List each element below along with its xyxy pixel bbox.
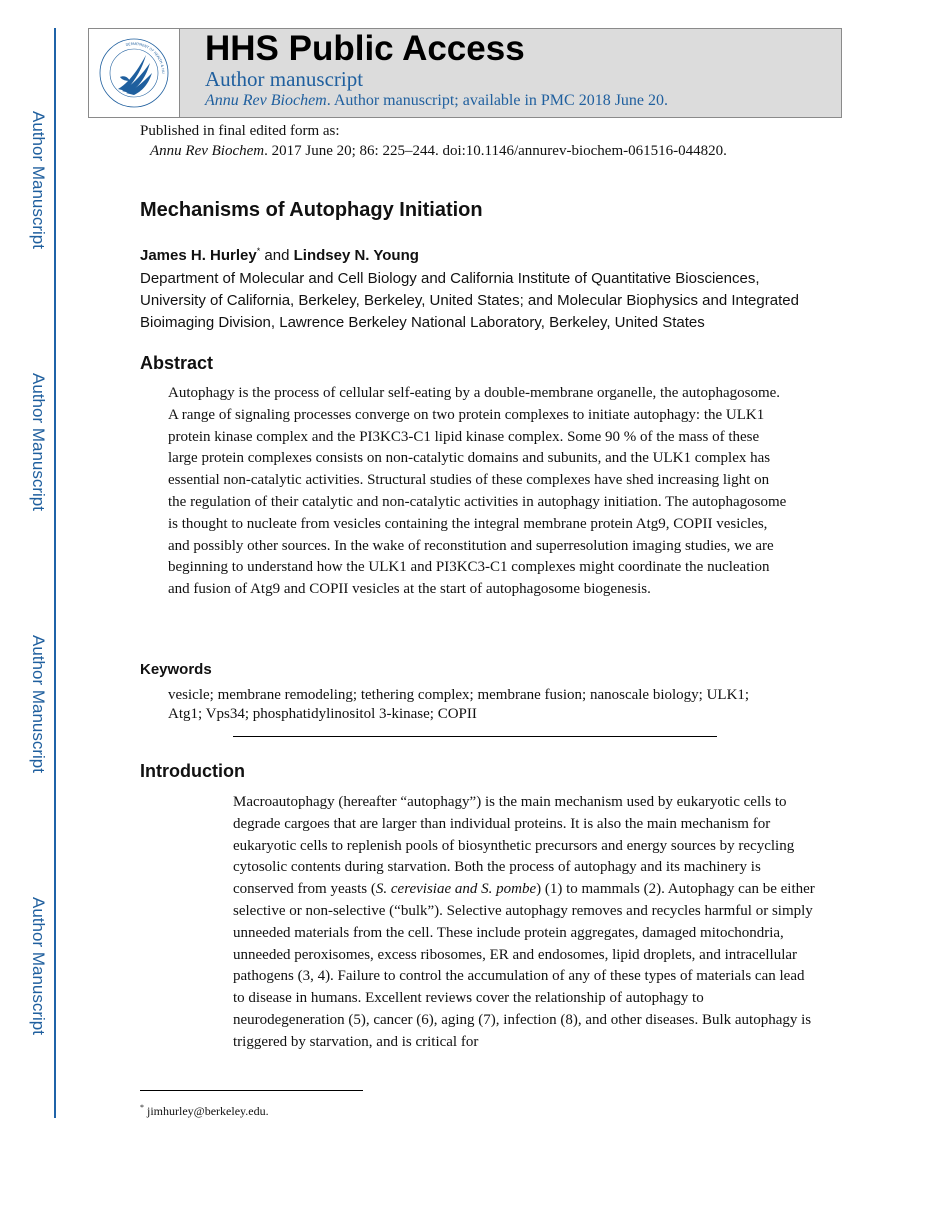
section-divider bbox=[233, 736, 717, 737]
abstract-heading: Abstract bbox=[140, 353, 214, 373]
citation bbox=[140, 141, 727, 161]
hhs-header bbox=[88, 28, 842, 118]
footnote-mark: * bbox=[140, 1103, 144, 1112]
species-names: S. cerevisiae and S. pombe bbox=[375, 881, 537, 898]
availability-text: . Author manuscript; available in PMC 2018 June 20. bbox=[326, 92, 669, 109]
keywords-heading: Keywords bbox=[140, 661, 212, 678]
article-title: Mechanisms of Autophagy Initiation bbox=[140, 199, 483, 221]
keywords-text: vesicle; membrane remodeling; tethering complex; membrane fusion; nanoscale biology; ULK1; Atg1; Vps34; phosphatidylinositol 3-kinase; COPII bbox=[168, 687, 750, 722]
hhs-logo bbox=[89, 29, 180, 117]
published-in bbox=[140, 121, 727, 161]
availability-line bbox=[205, 92, 668, 110]
hhs-title: HHS Public Access bbox=[205, 29, 525, 68]
citation-text: . 2017 June 20; 86: 225–244. doi:10.1146/annurev-biochem-061516-044820. bbox=[264, 143, 727, 159]
intro-text-part: ) (1) to mammals (2). Autophagy can be either selective or non-selective (“bulk”). Selective autophagy removes and recycles harmful or simply unneeded materials from the cell. These include protein aggregates, damaged mitochondria, unneeded peroxisomes, excess ribosomes, ER and endosomes, lipid droplets, and intracellular pathogens (3, 4). Failure to control the accumulation of any of these types of materials can lead to disease in humans. Excellent reviews cover the relationship of autophagy to neurodegeneration (5), cancer (6), aging (7), infection (8), and other diseases. Bulk autophagy is triggered by starvation, and is critical for bbox=[233, 881, 815, 1050]
hhs-eagle-seal-icon bbox=[98, 37, 170, 109]
footnote-rule bbox=[140, 1090, 363, 1091]
author-list bbox=[140, 246, 419, 264]
journal-name: Annu Rev Biochem bbox=[150, 143, 265, 159]
introduction-text bbox=[233, 792, 815, 1054]
journal-name: Annu Rev Biochem bbox=[205, 92, 327, 109]
introduction-heading: Introduction bbox=[140, 761, 245, 781]
footnote bbox=[140, 1103, 269, 1119]
intro-text-part: Macroautophagy (hereafter “autophagy”) is the main mechanism used by eukaryotic cells to degrade cargoes that are larger than individual proteins. It is also the main mechanism for eukaryotic cells to replenish pools of biosynthetic precursors and energy sources by recycling cytosolic contents during starvation. Both the process of autophagy and its machinery is conserved from yeasts ( bbox=[233, 794, 795, 898]
abstract-text: Autophagy is the process of cellular self-eating by a double-membrane organelle, the autophagosome. A range of signaling processes converge on two protein complexes to initiate autophagy: the ULK1 protein kinase complex and the PI3KC3-C1 lipid kinase complex. Some 90 % of the mass of these large protein complexes consists on non-catalytic domains and subunits, and the ULK1 complex has essential non-catalytic activities. Structural studies of these complexes have shed increasing light on the regulation of their catalytic and non-catalytic activities in autophagy initiation. The autophagosome is thought to nucleate from vesicles containing the integral membrane protein Atg9, COPII vesicles, and possibly other sources. In the wake of reconstitution and superresolution imaging studies, we are beginning to understand how the ULK1 and PI3KC3-C1 complexes might coordinate the nucleation and fusion of Atg9 and COPII vesicles at the start of autophagosome biogenesis. bbox=[168, 385, 787, 598]
published-label: Published in final edited form as: bbox=[140, 123, 340, 139]
seal-text: DEPARTMENT OF HEALTH & HU bbox=[125, 41, 166, 74]
author-separator: and bbox=[260, 247, 294, 264]
author-name: James H. Hurley bbox=[140, 247, 257, 264]
margin-rule bbox=[54, 28, 56, 1118]
corresponding-mark: * bbox=[256, 246, 261, 256]
author-manuscript-label: Author manuscript bbox=[205, 67, 364, 91]
footnote-email: jimhurley@berkeley.edu. bbox=[147, 1104, 269, 1118]
affiliation: Department of Molecular and Cell Biology and California Institute of Quantitative Biosciences, University of California, Berkeley, Berkeley, United States; and Molecular Biophysics and Integrated Bioimaging Division, Lawrence Berkeley National Laboratory, Berkeley, United States bbox=[140, 270, 799, 331]
author-name: Lindsey N. Young bbox=[293, 247, 419, 264]
